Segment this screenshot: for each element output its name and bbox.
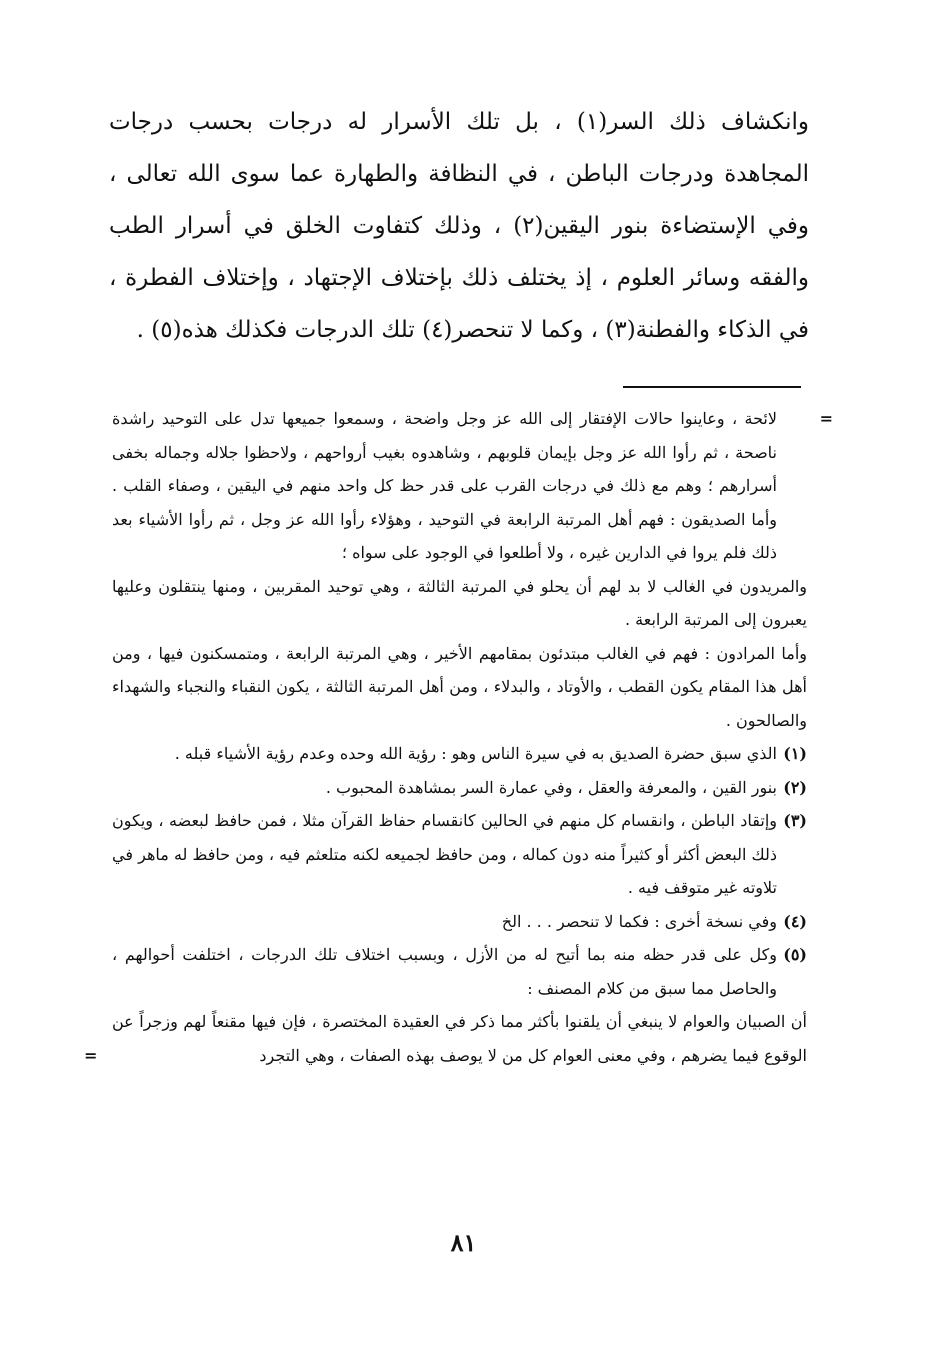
- footnote-text: بنور القين ، والمعرفة والعقل ، وفي عمارة السر بمشاهدة المحبوب .: [325, 777, 777, 797]
- page-number: ٨١: [450, 1228, 477, 1257]
- footnote-number: (٣): [783, 811, 807, 830]
- continuation-marker: =: [819, 409, 833, 428]
- footnote-2: [112, 771, 807, 805]
- footnote-final-paragraph: [84, 1005, 807, 1072]
- final-paragraph-text: أن الصبيان والعوام لا ينبغي أن يلقنوا بأكثر مما ذكر في العقيدة المختصرة ، فإن فيها مقنعاً لهم وزجراً عن الوقوع فيما يضرهم ، وفي معنى العوام كل من لا يوصف بهذه الصفات ، وهي التجرد: [112, 1012, 807, 1065]
- footnote-text: وكل على قدر حظه منه بما أتيح له من الأزل ، وبسبب اختلاف تلك الدرجات ، اختلفت أحوالهم ، والحاصل مما سبق من كلام المصنف :: [112, 945, 777, 998]
- footnote-5: [112, 938, 807, 1005]
- continued-footnote-part3: وأما المرادون : فهم في الغالب مبتدئون بمقامهم الأخير ، وهي المرتبة الرابعة ، ومتمسكنون فيها ، ومن أهل هذا المقام يكون القطب ، والأوتاد ، والبدلاء ، ومن أهل المرتبة الثالثة ، يكون النقباء والنجباء والشهداء والصالحون .: [112, 643, 808, 730]
- main-text: [109, 96, 809, 356]
- continued-footnote: [112, 402, 833, 570]
- footnote-3: [112, 804, 807, 905]
- footnote-text: وفي نسخة أخرى : فكما لا تنحصر . . . الخ: [501, 911, 777, 931]
- footnote-1: [112, 737, 807, 771]
- end-continuation-marker: =: [84, 1045, 98, 1065]
- footnote-number: (٤): [783, 911, 807, 931]
- footnote-4: [112, 905, 807, 939]
- footnote-separator: [623, 386, 801, 388]
- footnote-number: (٥): [783, 945, 807, 964]
- main-paragraph: وانكشاف ذلك السر(١) ، بل تلك الأسرار له درجات بحسب درجات المجاهدة ودرجات الباطن ، في النظافة والطهارة عما سوى الله تعالى ، وفي الإستضاءة بنور اليقين(٢) ، وذلك كتفاوت الخلق في أسرار الطب والفقه وسائر العلوم ، إذ يختلف ذلك بإختلاف الإجتهاد ، وإختلاف الفطرة ، في الذكاء والفطنة(٣) ، وكما لا تنحصر(٤) تلك الدرجات فكذلك هذه(٥) .: [109, 109, 809, 343]
- footnote-text: وإتقاد الباطن ، وانقسام كل منهم في الحالين كانقسام حفاظ القرآن مثلا ، فمن حافظ لبعضه ، ويكون ذلك البعض أكثر أو كثيراً منه دون كماله ، ومن حافظ لجميعه لكنه متلعثم فيه ، ومن حافظ له ماهر في تلاوته غير متوقف فيه .: [112, 811, 777, 897]
- footnote-text: الذي سبق حضرة الصديق به في سيرة الناس وهو : رؤية الله وحده وعدم رؤية الأشياء قبله .: [174, 744, 777, 763]
- footnote-number: (٢): [783, 777, 807, 797]
- footnotes: [84, 402, 833, 1072]
- footnote-number: (١): [783, 744, 807, 763]
- continued-footnote-part1: لائحة ، وعاينوا حالات الإفتقار إلى الله عز وجل واضحة ، وسمعوا جميعها تدل على التوحيد راشدة ناصحة ، ثم رأوا الله عز وجل بإيمان قلوبهم ، وشاهدوه بغيب أرواحهم ، ولاحظوا جلاله وجماله بخفى أسرارهم ؛ وهم مع ذلك في درجات القرب على قدر حظ كل واحد منهم في اليقين ، وصفاء القلب . وأما الصديقون : فهم أهل المرتبة الرابعة في التوحيد ، وهؤلاء رأوا الله عز وجل ، ثم رأوا الأشياء بعد ذلك فلم يروا في الدارين غيره ، ولا أطلعوا في الوجود على سواه ؛: [112, 409, 777, 562]
- continued-footnote-part2: والمريدون في الغالب لا بد لهم أن يحلو في المرتبة الثالثة ، وهي توحيد المقربين ، ومنها ينتقلون وعليها يعبرون إلى المرتبة الرابعة .: [112, 576, 807, 629]
